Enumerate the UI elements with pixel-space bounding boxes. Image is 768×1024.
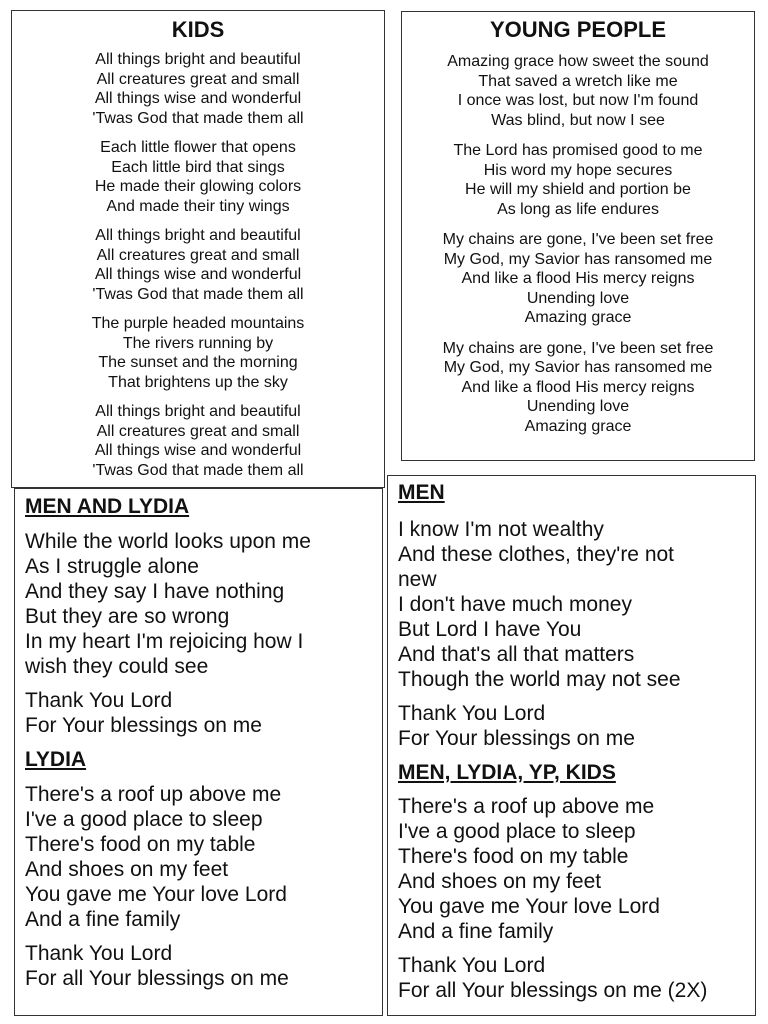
lyric-line: All things wise and wonderful [94, 90, 302, 107]
lyric-line: And these clothes, they're not [398, 543, 675, 566]
lyric-line: Each little flower that opens [100, 139, 296, 156]
lyric-line: He made their glowing colors [94, 178, 302, 195]
lyric-line: Unending love [526, 398, 630, 415]
stanza [398, 953, 755, 1003]
lyric-line: All things bright and beautiful [95, 227, 301, 244]
lyric-line: Was blind, but now I see [491, 111, 665, 129]
lyric-line: There's food on my table [25, 833, 256, 856]
lyric-line: Thank You Lord [398, 954, 546, 977]
lyric-line: Thank You Lord [398, 702, 546, 725]
young-people-lyrics [402, 52, 754, 436]
lyric-line: I don't have much money [398, 593, 632, 616]
stanza [25, 782, 382, 932]
lyric-line: You gave me Your love Lord [25, 883, 287, 906]
lyric-line: And shoes on my feet [25, 858, 229, 881]
lyric-line: wish they could see [25, 655, 209, 678]
lyric-line: And shoes on my feet [398, 870, 602, 893]
lyric-line: He will my shield and portion be [465, 181, 691, 198]
lyric-line: But Lord I have You [398, 618, 582, 641]
kids-section [11, 10, 385, 488]
lyric-line: The sunset and the morning [98, 354, 298, 371]
lyric-line: Unending love [526, 289, 630, 307]
lyric-line: My God, my Savior has ransomed me [443, 250, 713, 268]
lyric-line: All things wise and wonderful [94, 442, 302, 459]
lyric-line: Amazing grace [524, 309, 632, 326]
lyric-line: Though the world may not see [398, 668, 681, 691]
lyric-line: There's a roof up above me [398, 795, 655, 818]
men-and-lydia-title: MEN AND LYDIA [25, 495, 190, 518]
stanza [402, 339, 754, 437]
lyric-line: That saved a wretch like me [478, 72, 678, 90]
stanza [12, 50, 384, 128]
stanza [398, 517, 755, 692]
lyric-line: And that's all that matters [398, 643, 635, 666]
lyric-line: Each little bird that sings [111, 158, 285, 176]
lyric-line: There's food on my table [398, 845, 629, 868]
lyric-line: My God, my Savior has ransomed me [443, 359, 713, 376]
stanza [25, 529, 382, 679]
stanza [25, 941, 382, 991]
men-and-lydia-section [14, 488, 383, 1016]
kids-title: KIDS [171, 17, 225, 42]
lyric-line: I've a good place to sleep [25, 808, 263, 831]
lyric-line: I once was lost, but now I'm found [457, 92, 699, 109]
lyric-line: The Lord has promised good to me [453, 142, 703, 159]
young-people-section [401, 11, 755, 461]
stanza [402, 141, 754, 219]
stanza [12, 314, 384, 392]
lyric-line: All things wise and wonderful [94, 266, 302, 283]
young-people-title: YOUNG PEOPLE [489, 17, 667, 42]
stanza [12, 138, 384, 216]
lyric-line: Thank You Lord [25, 942, 173, 965]
lyric-line: All creatures great and small [96, 422, 300, 440]
lyric-line: And made their tiny wings [106, 197, 290, 215]
lyric-line: And a fine family [398, 920, 554, 943]
lyric-line: The rivers running by [122, 334, 274, 352]
lyric-line: As long as life endures [497, 200, 659, 218]
lyric-line: For all Your blessings on me (2X) [398, 979, 708, 1002]
lyric-line: And a fine family [25, 908, 181, 931]
lyric-line: For Your blessings on me [398, 727, 635, 750]
lyric-line: While the world looks upon me [25, 530, 311, 553]
lyric-line: new [398, 568, 437, 591]
lyric-line: All things bright and beautiful [95, 403, 301, 420]
stanza [12, 226, 384, 304]
lyric-line: All things bright and beautiful [95, 51, 301, 68]
lyric-line: And like a flood His mercy reigns [461, 270, 695, 287]
lyric-line: But they are so wrong [25, 605, 230, 628]
lyric-line: For Your blessings on me [25, 714, 262, 737]
lyric-line: 'Twas God that made them all [92, 109, 304, 127]
lyric-line: That brightens up the sky [108, 373, 288, 391]
lyric-line: There's a roof up above me [25, 783, 282, 806]
stanza [398, 794, 755, 944]
lyric-line: All creatures great and small [96, 70, 300, 88]
all-groups-title: MEN, LYDIA, YP, KIDS [398, 761, 616, 784]
lydia-title: LYDIA [25, 748, 87, 771]
men-title: MEN [398, 481, 445, 504]
lyric-line: 'Twas God that made them all [92, 285, 304, 303]
lyric-line: I've a good place to sleep [398, 820, 636, 843]
lyric-line: Amazing grace [524, 417, 632, 435]
stanza [402, 230, 754, 328]
lyric-line: For all Your blessings on me [25, 967, 289, 990]
lyric-line: And they say I have nothing [25, 580, 285, 603]
lyric-line: The purple headed mountains [91, 315, 305, 332]
lyric-line: Thank You Lord [25, 689, 173, 712]
lyric-line: I know I'm not wealthy [398, 518, 604, 541]
lyric-line: 'Twas God that made them all [92, 461, 304, 479]
stanza [25, 688, 382, 738]
stanza [12, 402, 384, 480]
men-section [387, 475, 756, 1016]
stanza [398, 701, 755, 751]
lyric-line: My chains are gone, I've been set free [442, 339, 714, 357]
lyric-line: All creatures great and small [96, 246, 300, 264]
stanza [402, 52, 754, 130]
lyric-line: My chains are gone, I've been set free [442, 231, 714, 248]
lyric-line: His word my hope secures [483, 161, 673, 179]
lyric-line: And like a flood His mercy reigns [461, 378, 695, 396]
lyric-line: As I struggle alone [25, 555, 199, 578]
kids-lyrics [12, 50, 384, 480]
lyric-line: Amazing grace how sweet the sound [447, 53, 709, 70]
lyric-line: You gave me Your love Lord [398, 895, 660, 918]
lyric-line: In my heart I'm rejoicing how I [25, 630, 304, 653]
